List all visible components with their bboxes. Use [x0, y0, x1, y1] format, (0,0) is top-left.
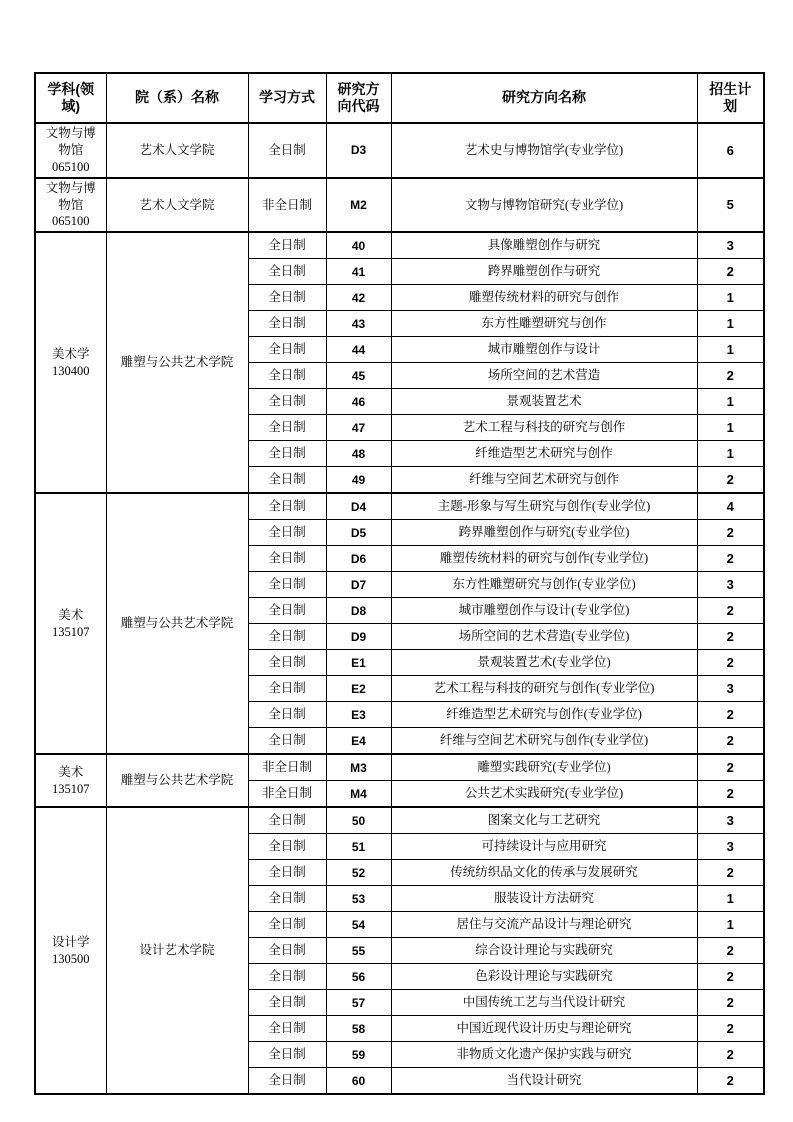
mode-cell: 全日制	[248, 728, 326, 755]
code-cell: 60	[326, 1068, 391, 1095]
name-cell: 场所空间的艺术营造	[391, 363, 697, 389]
name-cell: 纤维造型艺术研究与创作(专业学位)	[391, 702, 697, 728]
mode-cell: 全日制	[248, 441, 326, 467]
name-cell: 景观装置艺术(专业学位)	[391, 650, 697, 676]
name-cell: 纤维与空间艺术研究与创作	[391, 467, 697, 494]
plan-cell: 2	[697, 546, 764, 572]
plan-cell: 2	[697, 259, 764, 285]
code-cell: 52	[326, 860, 391, 886]
mode-cell: 全日制	[248, 1068, 326, 1095]
subject-cell	[35, 493, 106, 754]
code-cell: 41	[326, 259, 391, 285]
code-cell: 53	[326, 886, 391, 912]
mode-cell: 全日制	[248, 807, 326, 834]
mode-cell: 全日制	[248, 650, 326, 676]
plan-cell: 2	[697, 781, 764, 808]
mode-cell: 全日制	[248, 702, 326, 728]
table-row	[35, 232, 764, 259]
mode-cell: 非全日制	[248, 178, 326, 233]
code-cell: 46	[326, 389, 391, 415]
mode-cell: 全日制	[248, 337, 326, 363]
plan-cell: 2	[697, 702, 764, 728]
mode-cell: 全日制	[248, 598, 326, 624]
mode-cell: 非全日制	[248, 754, 326, 781]
plan-cell: 1	[697, 912, 764, 938]
mode-cell: 全日制	[248, 860, 326, 886]
subject-name: 美术	[58, 764, 84, 779]
code-cell: 42	[326, 285, 391, 311]
table-row	[35, 754, 764, 781]
college-cell: 艺术人文学院	[106, 178, 248, 233]
code-cell: 59	[326, 1042, 391, 1068]
plan-cell: 1	[697, 311, 764, 337]
subject-code: 130400	[52, 363, 90, 378]
plan-cell: 2	[697, 520, 764, 546]
mode-cell: 全日制	[248, 990, 326, 1016]
header-row	[35, 73, 764, 123]
code-cell: D7	[326, 572, 391, 598]
name-cell: 城市雕塑创作与设计(专业学位)	[391, 598, 697, 624]
plan-cell: 2	[697, 938, 764, 964]
plan-cell: 2	[697, 624, 764, 650]
name-cell: 跨界雕塑创作与研究(专业学位)	[391, 520, 697, 546]
mode-cell: 全日制	[248, 1042, 326, 1068]
name-cell: 城市雕塑创作与设计	[391, 337, 697, 363]
name-cell: 服装设计方法研究	[391, 886, 697, 912]
code-cell: 48	[326, 441, 391, 467]
mode-cell: 全日制	[248, 493, 326, 520]
plan-cell: 1	[697, 441, 764, 467]
subject-cell	[35, 232, 106, 493]
subject-cell	[35, 178, 106, 233]
plan-cell: 2	[697, 598, 764, 624]
code-cell: 51	[326, 834, 391, 860]
table-row	[35, 807, 764, 834]
mode-cell: 全日制	[248, 572, 326, 598]
admissions-table	[34, 72, 765, 1095]
plan-cell: 2	[697, 1068, 764, 1095]
plan-cell: 2	[697, 728, 764, 755]
name-cell: 居住与交流产品设计与理论研究	[391, 912, 697, 938]
code-cell: E3	[326, 702, 391, 728]
subject-name: 设计学	[51, 934, 90, 949]
plan-cell: 2	[697, 363, 764, 389]
mode-cell: 全日制	[248, 363, 326, 389]
code-cell: D8	[326, 598, 391, 624]
mode-cell: 全日制	[248, 311, 326, 337]
plan-cell: 3	[697, 834, 764, 860]
plan-cell: 2	[697, 990, 764, 1016]
name-cell: 艺术工程与科技的研究与创作(专业学位)	[391, 676, 697, 702]
plan-cell: 2	[697, 964, 764, 990]
plan-cell: 2	[697, 1016, 764, 1042]
name-cell: 中国传统工艺与当代设计研究	[391, 990, 697, 1016]
mode-cell: 全日制	[248, 834, 326, 860]
code-cell: 55	[326, 938, 391, 964]
code-cell: 58	[326, 1016, 391, 1042]
column-header-direction-name: 研究方向名称	[391, 73, 697, 123]
code-cell: D4	[326, 493, 391, 520]
plan-cell: 1	[697, 886, 764, 912]
code-cell: M2	[326, 178, 391, 233]
name-cell: 中国近现代设计历史与理论研究	[391, 1016, 697, 1042]
plan-cell: 3	[697, 232, 764, 259]
subject-code: 135107	[52, 781, 90, 796]
name-cell: 文物与博物馆研究(专业学位)	[391, 178, 697, 233]
subject-name: 美术	[58, 607, 84, 622]
name-cell: 色彩设计理论与实践研究	[391, 964, 697, 990]
name-cell: 纤维与空间艺术研究与创作(专业学位)	[391, 728, 697, 755]
column-header-subject: 学科(领域)	[35, 73, 106, 123]
code-cell: D9	[326, 624, 391, 650]
mode-cell: 全日制	[248, 520, 326, 546]
subject-name: 美术学	[51, 346, 90, 361]
mode-cell: 全日制	[248, 285, 326, 311]
mode-cell: 全日制	[248, 546, 326, 572]
code-cell: E1	[326, 650, 391, 676]
code-cell: D6	[326, 546, 391, 572]
code-cell: 40	[326, 232, 391, 259]
plan-cell: 3	[697, 572, 764, 598]
name-cell: 主题-形象与写生研究与创作(专业学位)	[391, 493, 697, 520]
mode-cell: 全日制	[248, 938, 326, 964]
name-cell: 非物质文化遗产保护实践与研究	[391, 1042, 697, 1068]
table-header	[35, 73, 764, 123]
table-body	[35, 123, 764, 1094]
plan-cell: 2	[697, 650, 764, 676]
code-cell: 50	[326, 807, 391, 834]
name-cell: 纤维造型艺术研究与创作	[391, 441, 697, 467]
name-cell: 雕塑传统材料的研究与创作	[391, 285, 697, 311]
code-cell: 44	[326, 337, 391, 363]
plan-cell: 3	[697, 676, 764, 702]
code-cell: D5	[326, 520, 391, 546]
name-cell: 雕塑传统材料的研究与创作(专业学位)	[391, 546, 697, 572]
name-cell: 图案文化与工艺研究	[391, 807, 697, 834]
plan-cell: 1	[697, 285, 764, 311]
college-cell: 艺术人文学院	[106, 123, 248, 178]
plan-cell: 1	[697, 337, 764, 363]
college-cell: 雕塑与公共艺术学院	[106, 493, 248, 754]
table-row	[35, 493, 764, 520]
subject-cell	[35, 807, 106, 1094]
mode-cell: 全日制	[248, 232, 326, 259]
subject-code: 065100	[52, 214, 90, 229]
mode-cell: 全日制	[248, 1016, 326, 1042]
plan-cell: 6	[697, 123, 764, 178]
name-cell: 东方性雕塑研究与创作	[391, 311, 697, 337]
code-cell: 49	[326, 467, 391, 494]
code-cell: D3	[326, 123, 391, 178]
subject-cell	[35, 123, 106, 178]
plan-cell: 3	[697, 807, 764, 834]
subject-name: 文物与博物馆	[45, 180, 96, 212]
mode-cell: 全日制	[248, 964, 326, 990]
code-cell: M3	[326, 754, 391, 781]
subject-code: 065100	[52, 159, 90, 174]
mode-cell: 全日制	[248, 624, 326, 650]
subject-name: 文物与博物馆	[45, 126, 96, 157]
name-cell: 可持续设计与应用研究	[391, 834, 697, 860]
mode-cell: 全日制	[248, 886, 326, 912]
plan-cell: 5	[697, 178, 764, 233]
name-cell: 场所空间的艺术营造(专业学位)	[391, 624, 697, 650]
name-cell: 具像雕塑创作与研究	[391, 232, 697, 259]
name-cell: 公共艺术实践研究(专业学位)	[391, 781, 697, 808]
mode-cell: 全日制	[248, 123, 326, 178]
plan-cell: 2	[697, 467, 764, 494]
college-cell: 设计艺术学院	[106, 807, 248, 1094]
mode-cell: 全日制	[248, 676, 326, 702]
subject-code: 130500	[52, 951, 90, 966]
table-row	[35, 123, 764, 178]
name-cell: 雕塑实践研究(专业学位)	[391, 754, 697, 781]
code-cell: 57	[326, 990, 391, 1016]
subject-code: 135107	[52, 624, 90, 639]
code-cell: E2	[326, 676, 391, 702]
name-cell: 东方性雕塑研究与创作(专业学位)	[391, 572, 697, 598]
subject-cell	[35, 754, 106, 807]
plan-cell: 4	[697, 493, 764, 520]
mode-cell: 全日制	[248, 467, 326, 494]
column-header-college: 院（系）名称	[106, 73, 248, 123]
college-cell: 雕塑与公共艺术学院	[106, 754, 248, 807]
plan-cell: 1	[697, 415, 764, 441]
name-cell: 当代设计研究	[391, 1068, 697, 1095]
mode-cell: 全日制	[248, 415, 326, 441]
admissions-table-container	[34, 72, 763, 1095]
mode-cell: 非全日制	[248, 781, 326, 808]
code-cell: 45	[326, 363, 391, 389]
plan-cell: 2	[697, 860, 764, 886]
mode-cell: 全日制	[248, 389, 326, 415]
column-header-enrollment-plan: 招生计划	[697, 73, 764, 123]
mode-cell: 全日制	[248, 259, 326, 285]
name-cell: 艺术工程与科技的研究与创作	[391, 415, 697, 441]
name-cell: 景观装置艺术	[391, 389, 697, 415]
column-header-direction-code: 研究方向代码	[326, 73, 391, 123]
college-cell: 雕塑与公共艺术学院	[106, 232, 248, 493]
plan-cell: 2	[697, 1042, 764, 1068]
name-cell: 传统纺织品文化的传承与发展研究	[391, 860, 697, 886]
table-row	[35, 178, 764, 233]
mode-cell: 全日制	[248, 912, 326, 938]
name-cell: 综合设计理论与实践研究	[391, 938, 697, 964]
plan-cell: 1	[697, 389, 764, 415]
column-header-study-mode: 学习方式	[248, 73, 326, 123]
code-cell: E4	[326, 728, 391, 755]
code-cell: 47	[326, 415, 391, 441]
code-cell: 56	[326, 964, 391, 990]
plan-cell: 2	[697, 754, 764, 781]
code-cell: M4	[326, 781, 391, 808]
name-cell: 艺术史与博物馆学(专业学位)	[391, 123, 697, 178]
code-cell: 43	[326, 311, 391, 337]
name-cell: 跨界雕塑创作与研究	[391, 259, 697, 285]
code-cell: 54	[326, 912, 391, 938]
